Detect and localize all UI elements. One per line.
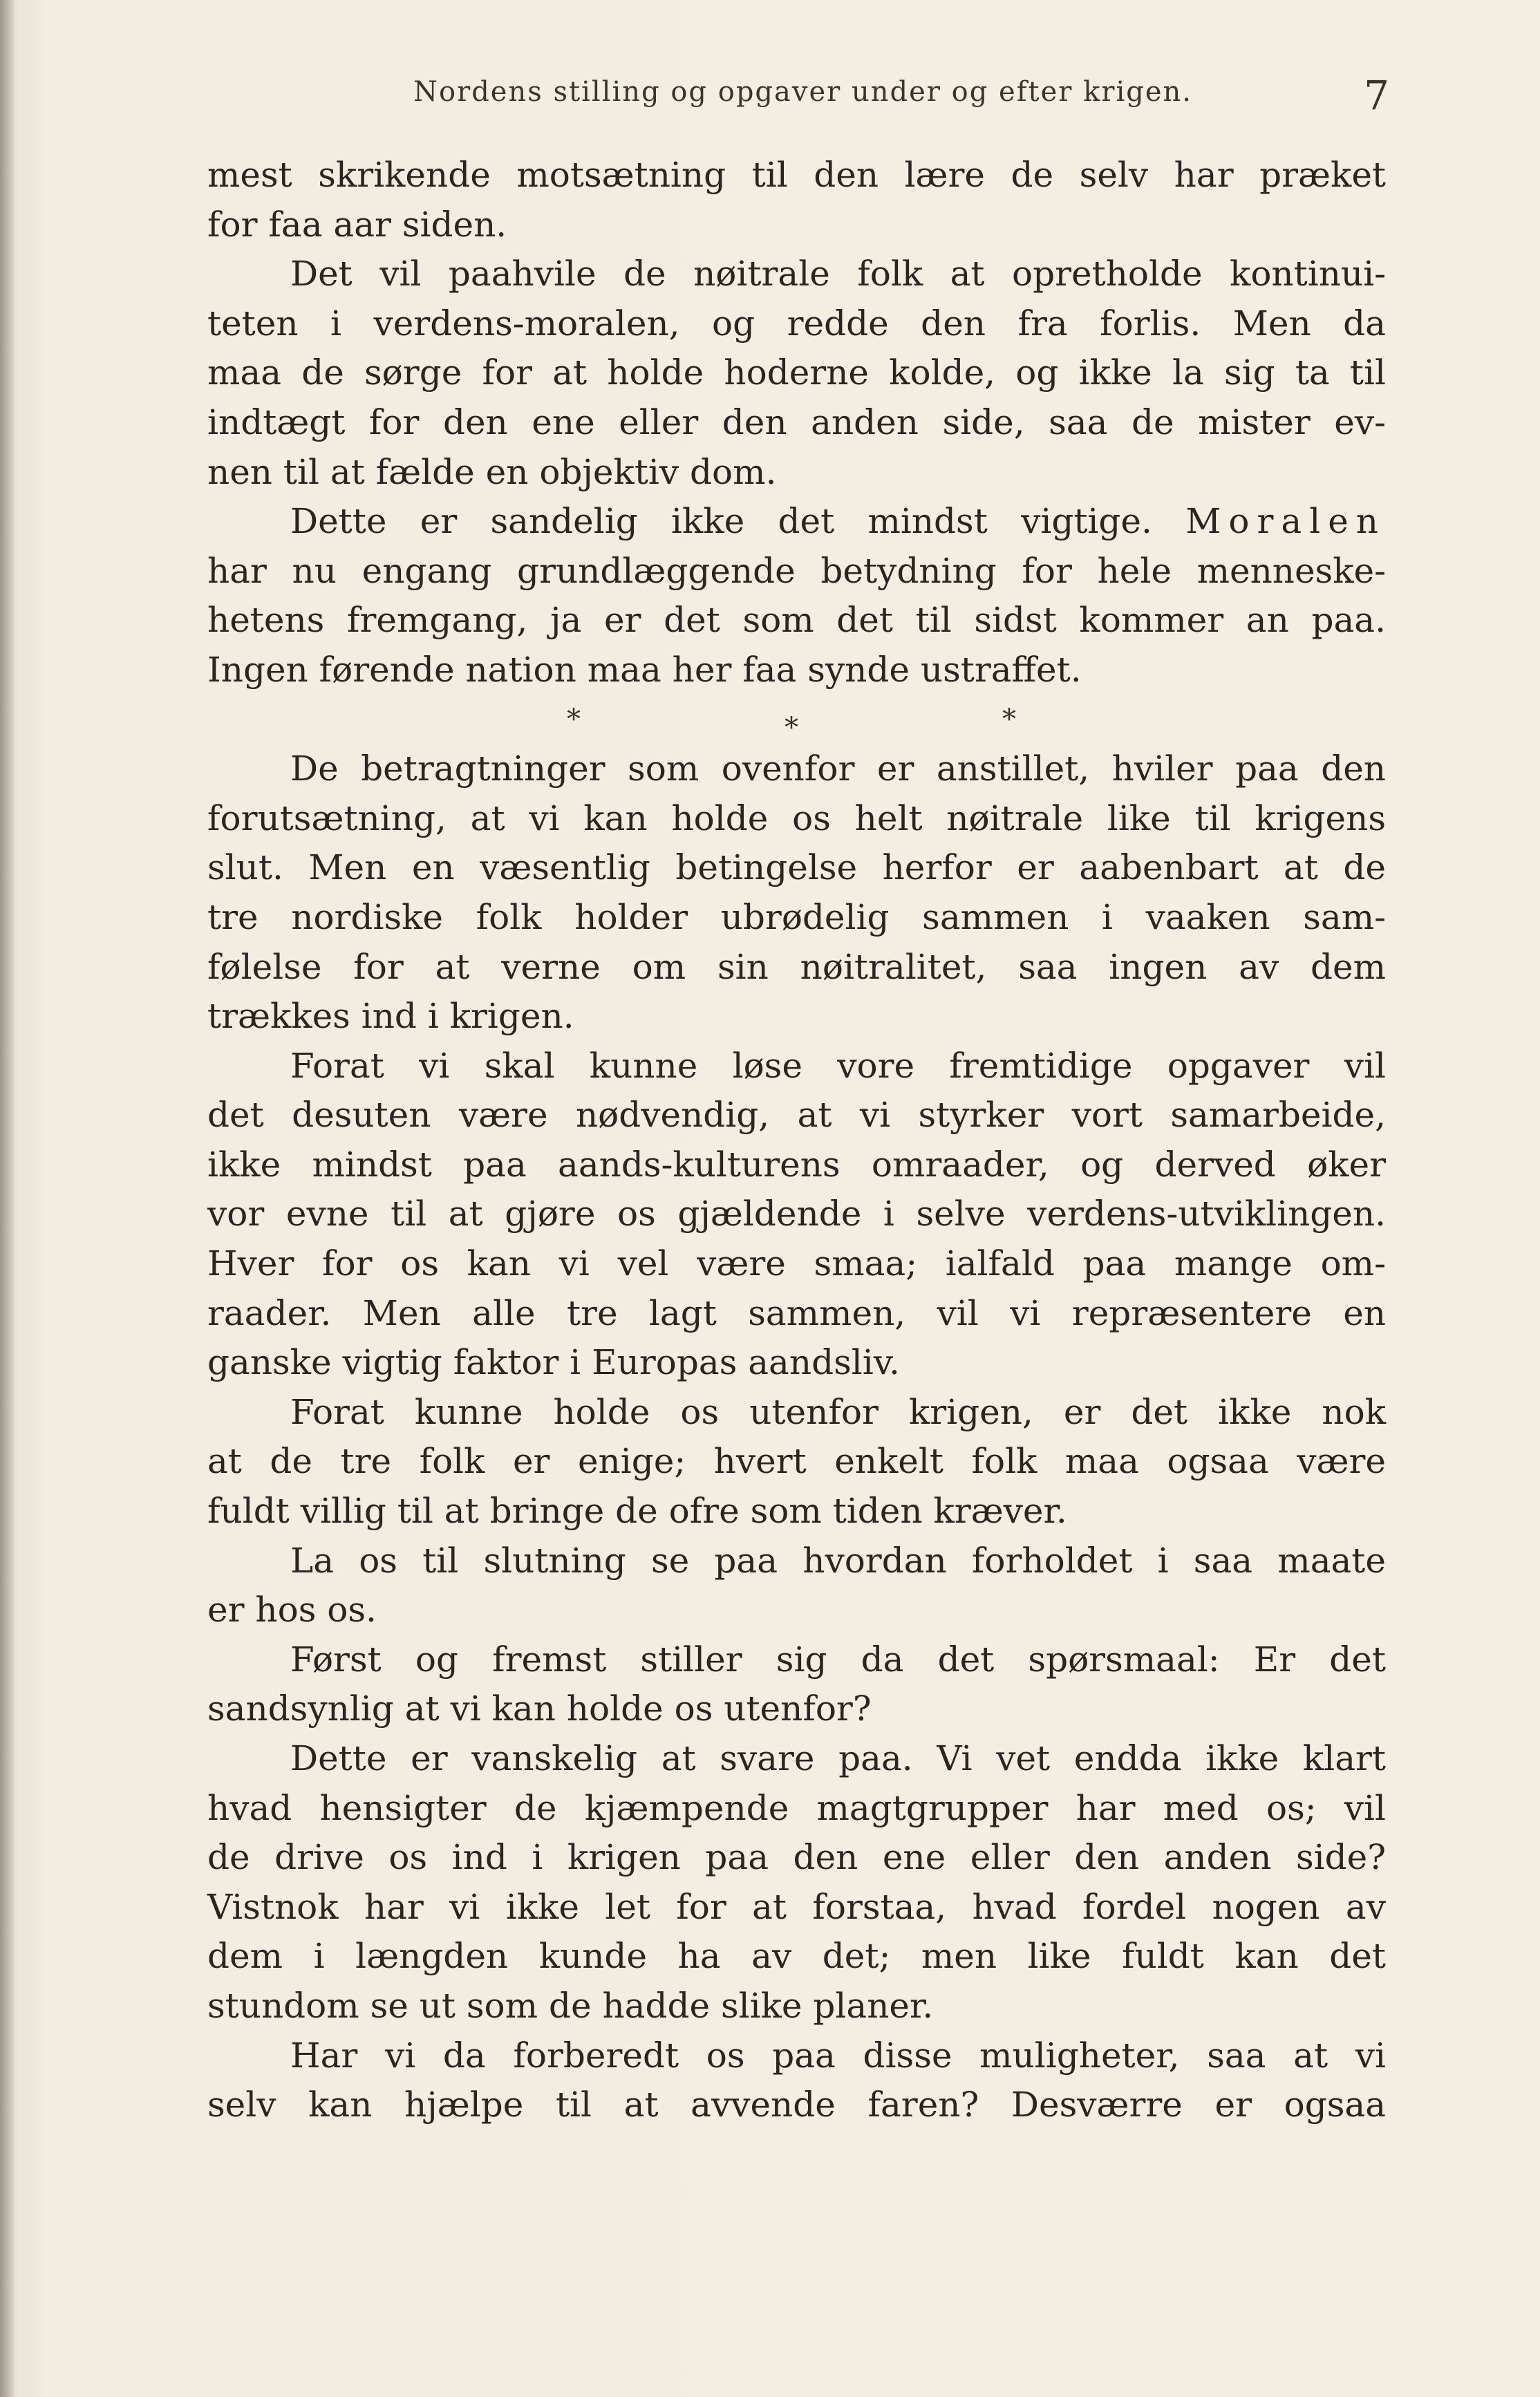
text-line: vor evne til at gjøre os gjældende i selve verdens-utviklingen.: [207, 1194, 1386, 1234]
text-line: at de tre folk er enige; hvert enkelt folk maa ogsaa være: [207, 1441, 1386, 1482]
text-line: tre nordiske folk holder ubrødelig sammen i vaaken sam-: [207, 896, 1386, 937]
text-line: ikke mindst paa aands-kulturens omraader, og derved øker: [207, 1144, 1386, 1185]
text-line: De betragtninger som ovenfor er anstillet, hviler paa den: [290, 749, 1386, 789]
text-line: selv kan hjælpe til at avvende faren? Desværre er ogsaa: [207, 2085, 1386, 2125]
text-line: Vistnok har vi ikke let for at forstaa, hvad fordel nogen av: [207, 1886, 1386, 1927]
text-line: Det vil paahvile de nøitrale folk at opretholde kontinui-: [290, 254, 1386, 294]
asterisk: *: [1002, 703, 1016, 735]
text-line: Forat kunne holde os utenfor krigen, er det ikke nok: [290, 1391, 1386, 1432]
text-line: La os til slutning se paa hvordan forholdet i saa maate: [290, 1540, 1386, 1581]
text-line: trækkes ind i krigen.: [207, 996, 574, 1037]
text-line: Har vi da forberedt os paa disse muligheter, saa at vi: [290, 2035, 1386, 2076]
text-line: Først og fremst stiller sig da det spørsmaal: Er det: [290, 1639, 1386, 1680]
text-line: fuldt villig til at bringe de ofre som tiden kræver.: [207, 1491, 1067, 1532]
text-line: hetens fremgang, ja er det som det til sidst kommer an paa.: [207, 600, 1386, 641]
text-line: mest skrikende motsætning til den lære de selv har præket: [207, 155, 1386, 195]
text-line: maa de sørge for at holde hoderne kolde, og ikke la sig ta til: [207, 352, 1386, 393]
text-line: Dette er vanskelig at svare paa. Vi vet endda ikke klart: [290, 1738, 1386, 1778]
page-header: [207, 69, 1389, 124]
text-line: følelse for at verne om sin nøitralitet, saa ingen av dem: [207, 946, 1386, 987]
text-line: sandsynlig at vi kan holde os utenfor?: [207, 1689, 872, 1729]
text-line: det desuten være nødvendig, at vi styrker vort samarbeide,: [207, 1095, 1386, 1136]
text-line: slut. Men en væsentlig betingelse herfor er aabenbart at de: [207, 847, 1386, 888]
text-line: Ingen førende nation maa her faa synde ustraffet.: [207, 649, 1082, 690]
text-line: de drive os ind i krigen paa den ene eller den anden side?: [207, 1837, 1386, 1878]
text-line: stundom se ut som de hadde slike planer.: [207, 1985, 934, 2026]
text-line: er hos os.: [207, 1590, 377, 1630]
text-line: nen til at fælde en objektiv dom.: [207, 451, 777, 492]
page-binding-edge: [0, 0, 15, 2397]
text-line: raader. Men alle tre lagt sammen, vil vi repræsentere en: [207, 1292, 1386, 1333]
text-line: indtægt for den ene eller den anden side, saa de mister ev-: [207, 402, 1386, 442]
text-line: for faa aar siden.: [207, 204, 507, 245]
text-line: forutsætning, at vi kan holde os helt nøitrale like til krigens: [207, 798, 1386, 838]
asterisk: *: [567, 703, 581, 735]
running-title: Nordens stilling og opgaver under og efter krigen.: [413, 76, 1192, 108]
emphasized-word: Moralen: [1185, 501, 1386, 542]
section-separator: [207, 695, 1386, 745]
text-line: dem i længden kunde ha av det; men like fuldt kan det: [207, 1936, 1386, 1977]
text-line: ganske vigtig faktor i Europas aandsliv.: [207, 1342, 900, 1383]
text-line: har nu engang grundlæggende betydning for hele menneske-: [207, 550, 1386, 591]
text-line: hvad hensigter de kjæmpende magtgrupper har med os; vil: [207, 1787, 1386, 1828]
text-line: Forat vi skal kunne løse vore fremtidige opgaver vil: [290, 1045, 1386, 1086]
text-line: [207, 497, 1386, 547]
text-fragment: Dette er sandelig ikke det mindst vigtige.: [290, 501, 1152, 542]
asterisk: *: [785, 711, 798, 744]
body-text: [207, 151, 1386, 2130]
text-line: Hver for os kan vi vel være smaa; ialfald paa mange om-: [207, 1243, 1386, 1284]
text-line: teten i verdens-moralen, og redde den fra forlis. Men da: [207, 303, 1386, 344]
page-number: 7: [1364, 72, 1389, 119]
